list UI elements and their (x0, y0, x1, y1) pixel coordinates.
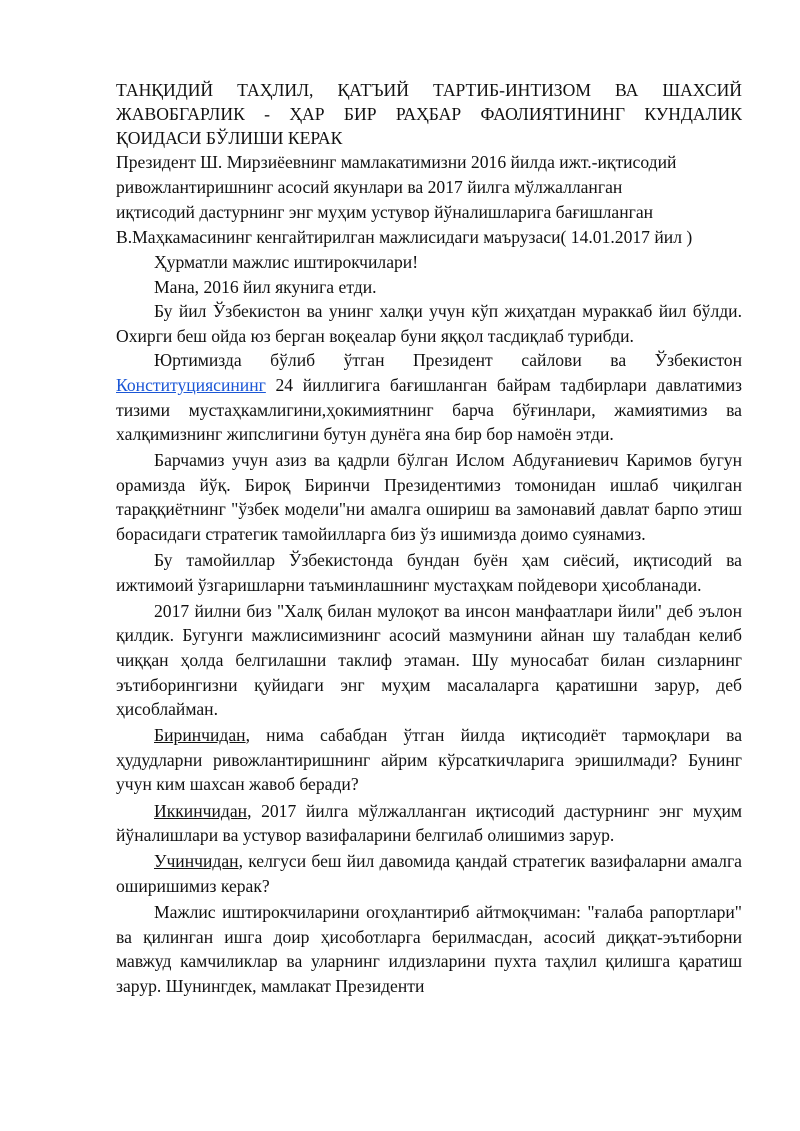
paragraph: Бу йил Ўзбекистон ва унинг халқи учун кўп жиҳатдан мураккаб йил бўлди. Охирги беш ойда юз берган воқеалар буни яққол тасдиқлаб турибди. (116, 301, 742, 346)
paragraph: 2017 йилни биз "Халқ билан мулоқот ва инсон манфаатлари йили" деб эълон қилдик. Бугунги мажлисимизнинг асосий мазмунини айнан шу талабдан келиб чиққан ҳолда белгилашни таклиф этаман. Шу муносабат билан сизларнинг эътиборингизни қуйидаги энг муҳим масалаларга қаратишни зарур, деб ҳисоблайман. (116, 600, 742, 720)
third-point-label: Учинчидан (154, 851, 239, 872)
paragraph: Барчамиз учун азиз ва қадрли бўлган Ислом Абдуғаниевич Каримов бугун орамизда йўқ. Бироқ Биринчи Президентимиз томонидан ишлаб чиқилган тараққиётнинг "ўзбек модели"ни амалга ошириш ва замонавий давлат барпо этиш борасидаги стратегик тамойилларга биз ўз ишимизда доимо суянамиз. (116, 450, 742, 545)
subtitle-line: Президент Ш. Мирзиёевнинг мамлакатимизни 2016 йилда ижт.-иқтисодий (116, 152, 677, 172)
greeting-paragraph: Ҳурматли мажлис иштирокчилари! (154, 252, 419, 272)
paragraph: Бу тамойиллар Ўзбекистонда бундан буён ҳам сиёсий, иқтисодий ва ижтимоий ўзгаришларни таъминлашнинг мустаҳкам пойдевори ҳисобланади. (116, 550, 742, 595)
document-subtitle (116, 150, 742, 250)
subtitle-line: В.Маҳкамасининг кенгайтирилган мажлисидаги маърузаси( 14.01.2017 йил ) (116, 227, 693, 247)
paragraph-text: 24 йиллигига бағишланган байрам тадбирлари давлатимиз тизими мустаҳкамлигини,ҳокимиятнинг барча бўғинлари, жамиятимиз ва халқимизнинг жипслигини бутун дунёга яна бир бор намоён этди. (116, 374, 742, 445)
paragraph (116, 348, 742, 446)
second-point-label: Иккинчидан (154, 800, 248, 821)
paragraph: Мажлис иштирокчиларини огоҳлантириб айтмоқчиман: "ғалаба рапортлари" ва қилинган ишга доир ҳисоботларга берилмасдан, асосий диққат-эътиборни мавжуд камчиликлар ва уларнинг илдизларини пухта таҳлил қилишга қаратиш зарур. Шунингдек, мамлакат Президенти (116, 901, 742, 996)
paragraph-text: , нима сабабдан ўтган йилда иқтисодиёт тармоқлари ва ҳудудларни ривожлантиришнинг айрим кўрсаткичларига эришилмади? Бунинг учун ким шахсан жавоб беради? (116, 725, 742, 795)
paragraph: Мана, 2016 йил якунига етди. (154, 276, 377, 297)
paragraph-text: Юртимизда бўлиб ўтган Президент сайлови ва Ўзбекистон (154, 350, 742, 371)
paragraph (116, 723, 742, 797)
subtitle-line: ривожлантиришнинг асосий якунлари ва 2017 йилга мўлжалланган (116, 177, 623, 197)
paragraph-text: , 2017 йилга мўлжалланган иқтисодий дастурнинг энг муҳим йўналишлари ва устувор вазифаларини белгилаб олишимиз зарур. (116, 800, 742, 846)
subtitle-line: иқтисодий дастурнинг энг муҳим устувор йўналишларига бағишланган (116, 202, 654, 222)
paragraph-text: , келгуси беш йил давомида қандай стратегик вазифаларни амалга оширишимиз керак? (116, 851, 742, 896)
constitution-link[interactable]: Конституциясининг (116, 374, 266, 395)
paragraph (116, 799, 742, 848)
paragraph (116, 849, 742, 898)
first-point-label: Биринчидан (154, 725, 246, 746)
document-title: ТАНҚИДИЙ ТАҲЛИЛ, ҚАТЪИЙ ТАРТИБ-ИНТИЗОМ ВА ШАХСИЙ ЖАВОБГАРЛИК - ҲАР БИР РАҲБАР ФАОЛИЯТИНИНГ КУНДАЛИК ҚОИДАСИ БЎЛИШИ КЕРАК (116, 80, 742, 148)
